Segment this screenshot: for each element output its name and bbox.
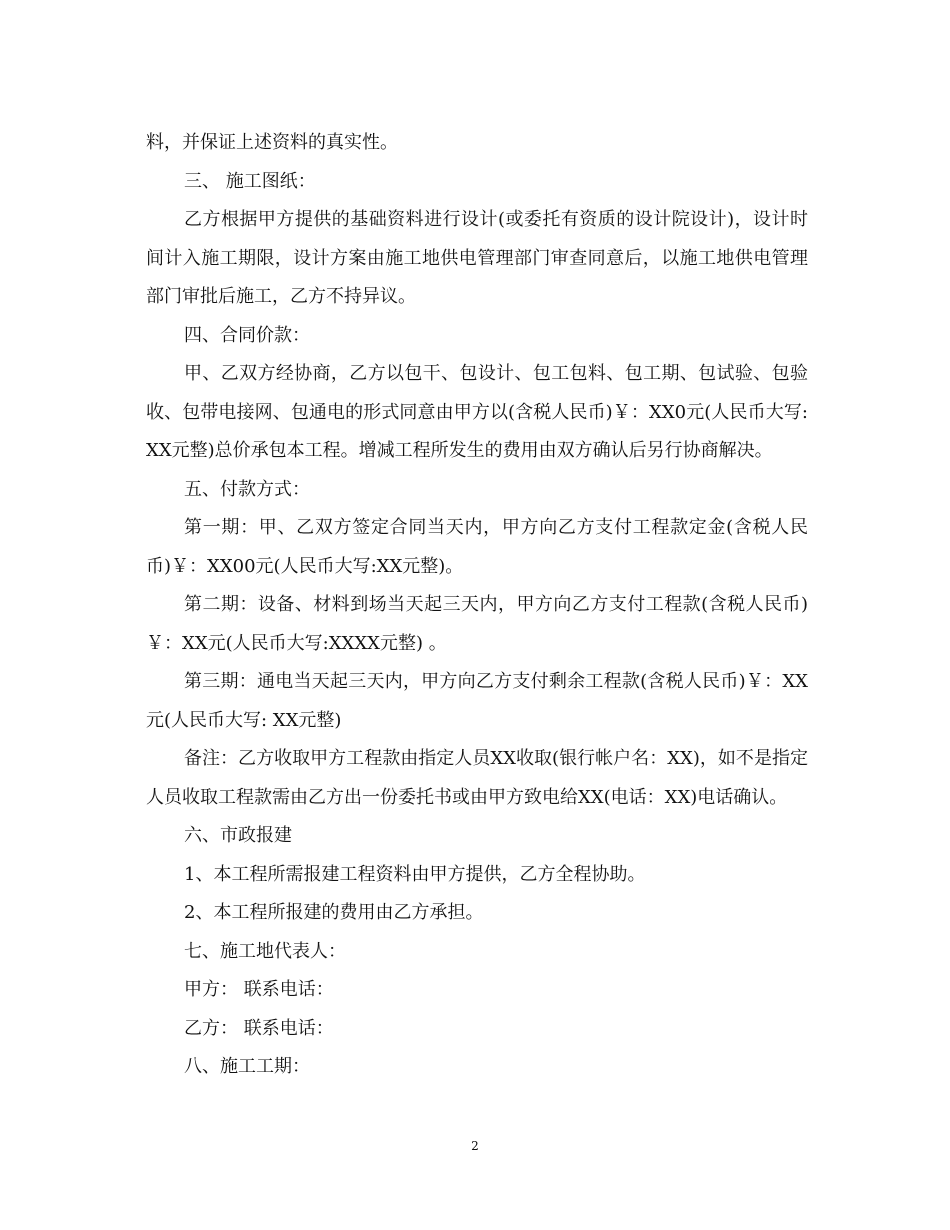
section-heading-construction-drawings: 三、 施工图纸： <box>184 170 316 192</box>
paragraph-design: 乙方根据甲方提供的基础资料进行设计(或委托有资质的设计院设计)，设计时间计入施工期限，设计方案由施工地供电管理部门审查同意后，以施工地供电管理部门审批后施工，乙方不持异议。 <box>146 209 808 307</box>
paragraph-payment-phase-3: 第三期：通电当天起三天内，甲方向乙方支付剩余工程款(含税人民币)￥：XX元(人民币大写: XX元整) <box>146 671 808 731</box>
document-body <box>146 124 808 1087</box>
paragraph-party-b-contact: 乙方： 联系电话： <box>184 1017 334 1039</box>
page-number: 2 <box>471 1139 479 1153</box>
section-heading-construction-period: 八、施工工期： <box>184 1056 310 1077</box>
paragraph-continuation: 料，并保证上述资料的真实性。 <box>146 132 398 153</box>
paragraph-payment-phase-1: 第一期：甲、乙双方签定合同当天内，甲方向乙方支付工程款定金(含税人民币)￥：XX00元(人民币大写:XX元整)。 <box>146 517 808 577</box>
section-heading-payment-method: 五、付款方式： <box>184 478 310 500</box>
paragraph-payment-phase-2: 第二期：设备、材料到场当天起三天内，甲方向乙方支付工程款(含税人民币)￥：XX元(人民币大写:XXXX元整) 。 <box>146 594 808 654</box>
paragraph-party-a-contact: 甲方： 联系电话： <box>184 979 334 1000</box>
section-heading-municipal-filing: 六、市政报建 <box>184 825 292 846</box>
paragraph-contract-price: 甲、乙双方经协商，乙方以包干、包设计、包工包料、包工期、包试验、包验收、包带电接网、包通电的形式同意由甲方以(含税人民币)￥：XX0元(人民币大写:XX元整)总价承包本工程。增减工程所发生的费用由双方确认后另行协商解决。 <box>146 363 808 461</box>
section-heading-site-representatives: 七、施工地代表人： <box>184 940 346 962</box>
section-heading-contract-price: 四、合同价款： <box>184 324 310 346</box>
paragraph-filing-item-2: 2、本工程所报建的费用由乙方承担。 <box>184 902 484 923</box>
paragraph-filing-item-1: 1、本工程所需报建工程资料由甲方提供，乙方全程协助。 <box>184 863 646 885</box>
paragraph-payment-note: 备注：乙方收取甲方工程款由指定人员XX收取(银行帐户名：XX)，如不是指定人员收取工程款需由乙方出一份委托书或由甲方致电给XX(电话：XX)电话确认。 <box>146 748 808 808</box>
